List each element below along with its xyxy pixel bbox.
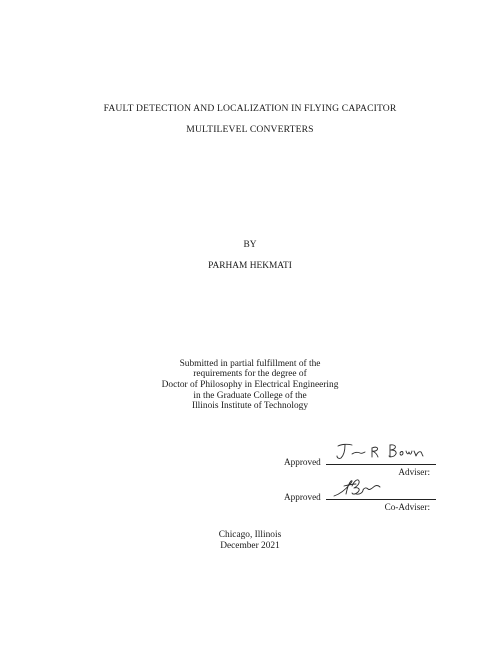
co-adviser-role-label: Co-Adviser: <box>384 502 430 512</box>
date: December 2021 <box>220 541 280 551</box>
submission-line-5: Illinois Institute of Technology <box>191 401 309 411</box>
submission-line-2: requirements for the degree of <box>193 369 307 379</box>
submission-line-3: Doctor of Philosophy in Electrical Engineering <box>161 380 339 390</box>
by-label: BY <box>243 240 257 250</box>
submission-line-4: in the Graduate College of the <box>193 391 307 401</box>
author-name: PARHAM HEKMATI <box>208 261 292 271</box>
adviser-signature <box>330 439 434 465</box>
co-adviser-approved-label: Approved <box>284 492 321 502</box>
thesis-title-line-1: FAULT DETECTION AND LOCALIZATION IN FLYING CAPACITOR <box>103 103 397 114</box>
location: Chicago, Illinois <box>218 530 282 540</box>
adviser-approved-label: Approved <box>284 457 321 467</box>
co-adviser-signature <box>330 474 434 500</box>
submission-line-1: Submitted in partial fulfillment of the <box>179 359 321 369</box>
adviser-approval <box>284 437 436 467</box>
thesis-title-line-2: MULTILEVEL CONVERTERS <box>186 124 314 135</box>
adviser-role-label: Adviser: <box>398 467 430 477</box>
co-adviser-approval <box>284 472 436 502</box>
